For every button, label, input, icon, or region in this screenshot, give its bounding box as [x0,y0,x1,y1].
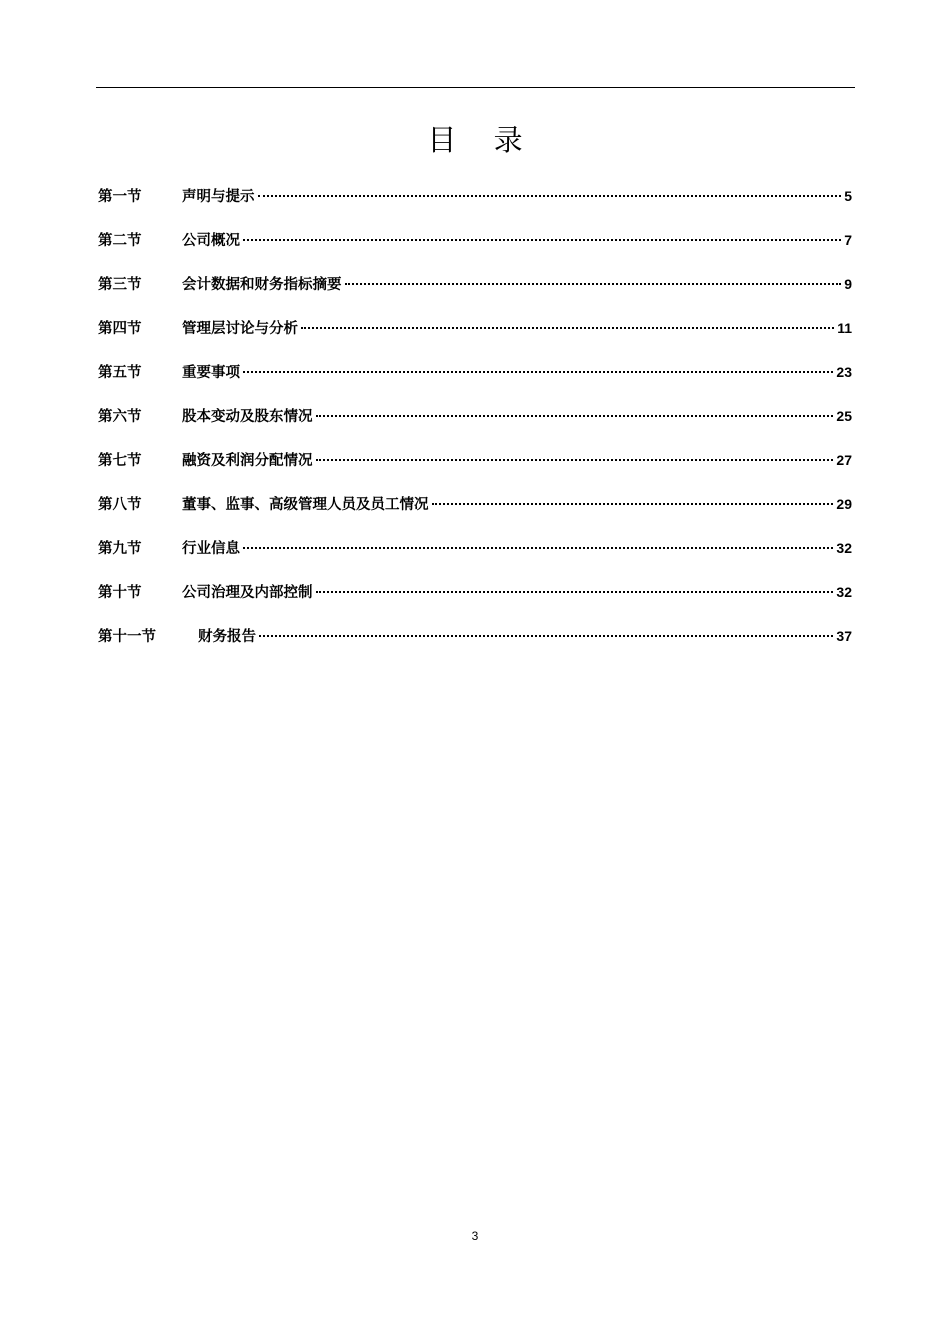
toc-section-name: 声明与提示 [182,189,255,205]
toc-section-name: 融资及利润分配情况 [182,453,313,469]
toc-section-label: 第二节 [98,233,142,249]
toc-section-label: 第九节 [98,541,142,557]
toc-section-name: 管理层讨论与分析 [182,321,298,337]
toc-entry-3[interactable] [98,272,852,316]
toc-section-label: 第六节 [98,409,142,425]
dot-leader [243,239,841,241]
toc-section-label: 第一节 [98,189,142,205]
toc-section-label: 第八节 [98,497,142,513]
dot-leader [316,459,834,461]
toc-section-name: 公司概况 [182,233,240,249]
page-number: 3 [471,1229,479,1243]
toc-section-label: 第三节 [98,277,142,293]
dot-leader [316,415,834,417]
toc-page-number: 9 [844,276,852,292]
toc-page-number: 37 [836,628,852,644]
toc-page-number: 11 [837,320,852,336]
toc-section-name: 会计数据和财务指标摘要 [182,277,342,293]
dot-leader [243,371,833,373]
toc-entry-6[interactable] [98,404,852,448]
toc-entry-7[interactable] [98,448,852,492]
toc-section-name: 公司治理及内部控制 [182,585,313,601]
toc-section-label: 第四节 [98,321,142,337]
toc-entry-2[interactable] [98,228,852,272]
toc-entry-9[interactable] [98,536,852,580]
toc-page-number: 32 [836,540,852,556]
toc-section-label: 第五节 [98,365,142,381]
dot-leader [243,547,833,549]
toc-entry-11[interactable] [98,624,852,668]
toc-section-name: 行业信息 [182,541,240,557]
dot-leader [258,195,842,197]
toc-section-name: 董事、监事、高级管理人员及员工情况 [182,497,429,513]
toc-section-name: 重要事项 [182,365,240,381]
dot-leader [345,283,842,285]
toc-page-number: 29 [836,496,852,512]
toc-page-number: 25 [836,408,852,424]
toc-entry-10[interactable] [98,580,852,624]
header-rule [96,87,855,88]
dot-leader [316,591,834,593]
dot-leader [259,635,833,637]
toc-section-label: 第十一节 [98,629,156,645]
toc-page-number: 7 [844,232,852,248]
toc-section-label: 第七节 [98,453,142,469]
toc-page-number: 23 [836,364,852,380]
toc-entry-8[interactable] [98,492,852,536]
toc-entry-1[interactable] [98,184,852,228]
toc-page-number: 32 [836,584,852,600]
toc-title: 目 录 [427,123,537,157]
dot-leader [432,503,834,505]
toc-entry-4[interactable] [98,316,852,360]
toc-section-name: 股本变动及股东情况 [182,409,313,425]
table-of-contents [98,184,852,668]
toc-entry-5[interactable] [98,360,852,404]
toc-section-label: 第十节 [98,585,142,601]
toc-page-number: 27 [836,452,852,468]
dot-leader [301,327,834,329]
toc-page-number: 5 [844,188,852,204]
toc-section-name: 财务报告 [198,629,256,645]
